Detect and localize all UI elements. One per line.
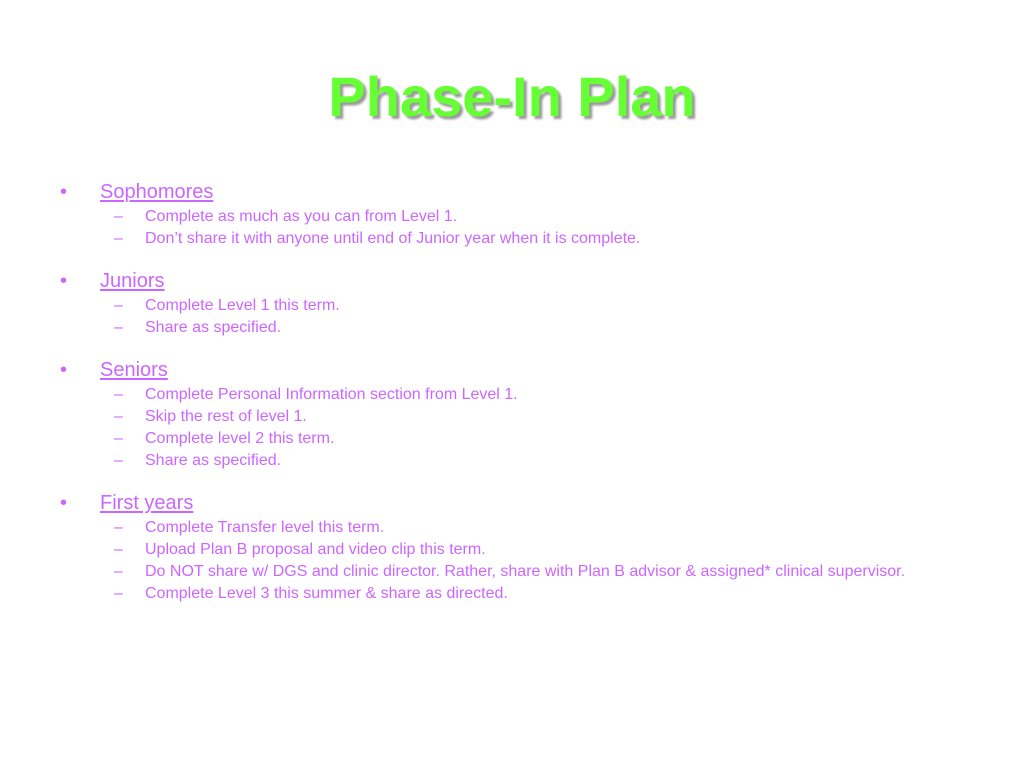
dash-marker: – [114, 541, 123, 558]
group-title-juniors: Juniors [100, 270, 165, 292]
list-item-text: Do NOT share w/ DGS and clinic director. Rather, share with Plan B advisor & assigned* clinical supervisor. [145, 563, 906, 580]
dash-marker: – [114, 408, 123, 425]
dash-marker: – [114, 430, 123, 447]
bullet-marker: • [60, 359, 68, 381]
group-first-years [0, 489, 1024, 605]
list-item-text: Don’t share it with anyone until end of Junior year when it is complete. [145, 230, 641, 247]
list-item-text: Upload Plan B proposal and video clip this term. [145, 541, 486, 558]
bullet-list [0, 178, 1024, 622]
list-item-text: Complete Personal Information section from Level 1. [145, 386, 518, 403]
slide-title: Phase-In Plan [328, 65, 696, 128]
list-item-text: Complete Level 1 this term. [145, 297, 340, 314]
dash-marker: – [114, 563, 123, 580]
list-item [0, 384, 1024, 406]
group-seniors [0, 356, 1024, 472]
list-item [0, 428, 1024, 450]
bullet-marker: • [60, 181, 68, 203]
dash-marker: – [114, 386, 123, 403]
group-heading [0, 178, 1024, 206]
list-item [0, 561, 1024, 583]
dash-marker: – [114, 297, 123, 314]
list-item-text: Share as specified. [145, 452, 282, 469]
list-item [0, 206, 1024, 228]
bullet-marker: • [60, 270, 68, 292]
list-item-text: Complete Level 3 this summer & share as directed. [145, 585, 508, 602]
list-item-text: Complete as much as you can from Level 1. [145, 208, 458, 225]
group-title-first-years: First years [100, 492, 194, 514]
dash-marker: – [114, 230, 123, 247]
dash-marker: – [114, 452, 123, 469]
dash-marker: – [114, 208, 123, 225]
group-title-seniors: Seniors [100, 359, 168, 381]
list-item [0, 317, 1024, 339]
list-item [0, 295, 1024, 317]
list-item-text: Complete Transfer level this term. [145, 519, 385, 536]
list-item [0, 228, 1024, 250]
group-heading [0, 489, 1024, 517]
list-item [0, 517, 1024, 539]
dash-marker: – [114, 519, 123, 536]
list-item-text: Complete level 2 this term. [145, 430, 335, 447]
group-heading [0, 356, 1024, 384]
dash-marker: – [114, 319, 123, 336]
group-title-sophomores: Sophomores [100, 181, 214, 203]
list-item-text: Share as specified. [145, 319, 282, 336]
list-item [0, 583, 1024, 605]
dash-marker: – [114, 585, 123, 602]
list-item [0, 406, 1024, 428]
bullet-marker: • [60, 492, 68, 514]
group-juniors [0, 267, 1024, 339]
list-item-text: Skip the rest of level 1. [145, 408, 307, 425]
list-item [0, 450, 1024, 472]
group-sophomores [0, 178, 1024, 250]
group-heading [0, 267, 1024, 295]
list-item [0, 539, 1024, 561]
